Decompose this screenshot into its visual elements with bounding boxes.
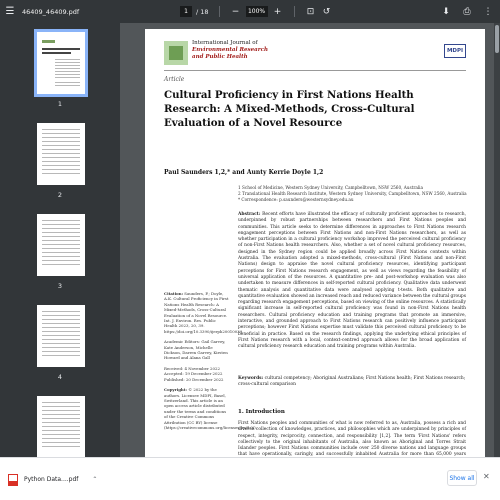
page-number-label: 1 — [57, 100, 63, 108]
keywords — [238, 376, 466, 389]
page-total: / 18 — [196, 7, 209, 16]
document-viewer[interactable] — [120, 23, 500, 457]
journal-line: and Public Health — [192, 54, 248, 60]
print-icon[interactable]: ⎙ — [463, 6, 471, 17]
scrollbar-thumb[interactable] — [495, 25, 499, 53]
zoom-out-icon[interactable]: − — [231, 6, 240, 17]
page-thumbnail[interactable] — [37, 396, 85, 458]
article-type: Article — [164, 76, 185, 83]
affiliation: 1 School of Medicine, Western Sydney University, Campbelltown, NSW 2560, Australia — [238, 185, 423, 190]
divider — [164, 70, 466, 71]
pdf-toolbar — [0, 0, 500, 23]
keywords-text: cultural competency; Aboriginal Australians; First Nations health; First Nations research; cross-cultural comparison — [238, 376, 466, 388]
page-thumbnail[interactable] — [37, 214, 85, 276]
received-date: Received: 4 November 2022 — [164, 365, 220, 371]
copyright-label: Copyright: — [164, 387, 187, 393]
abstract-label: Abstract: — [238, 212, 261, 217]
divider — [219, 6, 220, 17]
section-heading: 1. Introduction — [238, 409, 285, 415]
abstract — [238, 212, 466, 351]
page-number-label: 3 — [57, 282, 63, 290]
page-number-input[interactable]: 1 — [180, 6, 192, 17]
show-all-button[interactable]: Show all — [447, 470, 477, 486]
journal-line: International Journal of — [192, 40, 258, 46]
keywords-label: Keywords: — [238, 376, 264, 381]
journal-logo — [164, 41, 188, 65]
affiliation: * Correspondence: p.saunders@westernsydney.edu.au — [238, 197, 354, 202]
paper-authors: Paul Saunders 1,2,* and Aunty Kerrie Doyle 1,2 — [164, 169, 324, 176]
zoom-in-icon[interactable]: + — [273, 6, 282, 17]
more-options-icon[interactable]: ⋮ — [483, 6, 493, 17]
accepted-date: Accepted: 19 December 2022 — [164, 371, 223, 377]
chevron-up-icon[interactable]: ⌃ — [92, 476, 98, 483]
download-bar — [0, 457, 500, 500]
page-thumbnail[interactable] — [37, 32, 85, 94]
download-filename: Python Data....pdf — [24, 476, 79, 483]
close-icon[interactable]: ✕ — [483, 472, 490, 481]
page-thumbnail[interactable] — [37, 123, 85, 185]
page-controls — [180, 0, 333, 23]
thumbnail-sidebar — [0, 23, 120, 457]
affiliations — [238, 185, 478, 203]
pdf-file-icon — [8, 474, 18, 486]
citation-label: Citation: — [164, 291, 184, 296]
academic-editors: Academic Editors: Gail Garvey, Kate Anderson, Michelle Dickson, Darren Garvey, Kirsten Howard and Alana Gall — [164, 339, 228, 361]
zoom-input[interactable]: 100% — [246, 6, 268, 17]
publisher-logo: MDPI — [444, 44, 466, 58]
published-date: Published: 20 December 2022 — [164, 376, 224, 382]
fit-page-icon[interactable]: ⊡ — [306, 6, 315, 17]
copyright-text: © 2022 by the authors. Licensee MDPI, Basel, Switzerland. This article is an open access article distributed under the terms and conditions of the Creative Commons Attribution (CC BY) license (https://creativecommons.org/licenses/by/4.0/). — [164, 387, 257, 430]
download-icon[interactable]: ⬇ — [442, 6, 450, 17]
journal-name — [192, 40, 268, 61]
page-thumbnail[interactable] — [37, 305, 85, 367]
menu-icon[interactable]: ☰ — [5, 6, 15, 17]
abstract-text: Recent efforts have illustrated the efficacy of culturally proficient approaches to research, underpinned by robust partnerships between researchers and First Nations peoples and communities. This article seeks to determine differences in approaches to First Nations research engagement perceptions between First Nations and non-First Nations researchers, as well as whether participation in a cultural proficiency workshop improved the perceived cultural proficiency of non-First Nations health researchers. Also, whether a set of novel cultural proficiency resources, designed in the Sydney region could be applied broadly across First Nations contexts within Australia. The evaluation adopted a mixed-methods, cross-cultural (First Nations and non-First Nations) design to appraise the novel cultural proficiency resources, identifying participant perceptions for First Nations research engagement, as well as views regarding the feasibility of universal application of the resources. A quantitative pre- and post-workshop evaluation was also undertaken to measure differences in self-reported cultural proficiency. Qualitative data underwent thematic analysis and quantitative data were analysed applying t-tests. Both qualitative and quantitative evaluation showed an increased reach and reduced variance between the cultural groups regarding research engagement perceptions, based on viewing of the online resources. A statistically significant increase in self-reported cultural proficiency was found in non-First Nations health researchers. Cultural proficiency education and training programs that promote an immersive, interactive, and grounded approach to First Nations research can positively influence participant perceptions; however First Nations expertise must validate this perceived cultural proficiency to be beneficial in practice. Based on the research findings, applying the underlying ethical principles of First Nations research with a local, context-centred approach allows for the broad application of cultural proficiency research education and training programs within Australia. — [238, 212, 466, 350]
scrollbar[interactable] — [494, 23, 500, 457]
download-item[interactable] — [8, 464, 103, 495]
page-number-label: 4 — [57, 373, 63, 381]
file-title: 46409_46409.pdf — [22, 7, 80, 16]
paper-title: Cultural Proficiency in First Nations Health Research: A Mixed-Methods, Cross-Cultural Evaluation of a Novel Resource — [164, 89, 415, 129]
affiliation: 2 Translational Health Research Institute, Western Sydney University, Campbelltown, NSW 2560, Australia — [238, 191, 467, 196]
page-number-label: 2 — [57, 191, 63, 199]
introduction-text: First Nations peoples and communities of what is now referred to as, Australia, possess a rich and diverse collection of knowledges, practices, and philosophies which are underpinned by principles of respect, integrity, reciprocity, connection, and responsibility [1,2]. The term 'First Nations' refers collectively to the original inhabitants of Australia, also known as Aboriginal and Torres Strait Islander peoples. First Nations communities include over 250 diverse nations and language groups that have operationally, caringly, and successfully inhabited Australia for more than 65,000 years — [238, 421, 466, 458]
divider — [294, 6, 295, 17]
journal-line: Environmental Research — [192, 47, 268, 53]
citation-text: Saunders, P.; Doyle, A.K. Cultural Proficiency in First Nations Health Research: A Mixed-Methods, Cross-Cultural Evaluation of a Novel Resource. Int. J. Environ. Res. Public Health 2023, 20, 39. https://doi.org/10.3390/ijerph20010039 — [164, 291, 243, 334]
toolbar-actions — [440, 0, 494, 23]
pdf-page — [145, 29, 485, 469]
rotate-icon[interactable]: ↺ — [322, 6, 331, 17]
